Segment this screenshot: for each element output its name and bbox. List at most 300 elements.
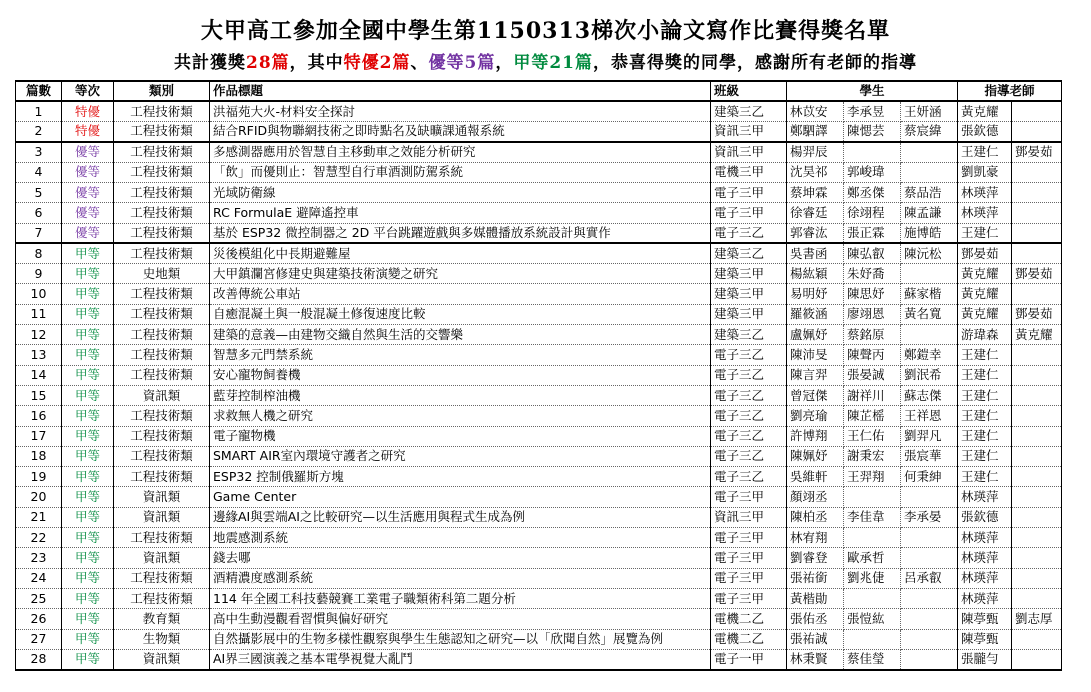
row-num: 25	[16, 588, 62, 608]
row-student	[844, 142, 901, 162]
row-title: 自然攝影展中的生物多樣性觀察與學生生態認知之研究—以「欣聞自然」展覽為例	[210, 629, 711, 649]
row-num: 22	[16, 528, 62, 548]
row-student: 鄭鎧幸	[901, 345, 958, 365]
row-category: 工程技術類	[114, 365, 210, 385]
row-class: 建築三乙	[711, 325, 787, 345]
row-student	[844, 629, 901, 649]
row-num: 3	[16, 142, 62, 162]
row-category: 史地類	[114, 264, 210, 284]
row-teacher: 鄧晏茹	[1012, 304, 1062, 324]
row-student: 林宥翔	[787, 528, 844, 548]
row-student: 蘇家楷	[901, 284, 958, 304]
table-row	[16, 284, 1062, 304]
row-teacher: 黃克耀	[958, 284, 1012, 304]
row-title: 改善傳統公車站	[210, 284, 711, 304]
row-teacher: 黃克耀	[958, 101, 1012, 121]
row-category: 工程技術類	[114, 568, 210, 588]
row-class: 電子三甲	[711, 203, 787, 223]
row-category: 工程技術類	[114, 325, 210, 345]
row-category: 資訊類	[114, 548, 210, 568]
row-teacher: 林瑛萍	[958, 588, 1012, 608]
row-title: 邊緣AI與雲端AI之比較研究—以生活應用與程式生成為例	[210, 507, 711, 527]
row-student: 張佑丞	[787, 609, 844, 629]
row-student	[844, 487, 901, 507]
row-student: 劉兆倢	[844, 568, 901, 588]
row-teacher	[1012, 426, 1062, 446]
summary-separator: ，	[495, 53, 514, 73]
row-level: 甲等	[62, 385, 114, 405]
row-teacher: 劉凱豪	[958, 162, 1012, 182]
row-title: 求救無人機之研究	[210, 406, 711, 426]
row-teacher: 陳葶甄	[958, 629, 1012, 649]
table-row	[16, 203, 1062, 223]
table-row	[16, 345, 1062, 365]
row-num: 8	[16, 243, 62, 263]
table-row	[16, 609, 1062, 629]
summary-line	[0, 48, 1091, 74]
row-level: 優等	[62, 142, 114, 162]
row-class: 電子三甲	[711, 487, 787, 507]
row-teacher: 王建仁	[958, 467, 1012, 487]
row-teacher	[1012, 507, 1062, 527]
row-level: 甲等	[62, 568, 114, 588]
row-num: 6	[16, 203, 62, 223]
row-student: 鄭駟譯	[787, 122, 844, 142]
row-num: 12	[16, 325, 62, 345]
row-teacher	[1012, 568, 1062, 588]
row-class: 電子三乙	[711, 365, 787, 385]
row-student	[901, 629, 958, 649]
row-class: 電子三乙	[711, 446, 787, 466]
row-class: 電子三乙	[711, 223, 787, 243]
header-level: 等次	[62, 81, 114, 101]
row-category: 資訊類	[114, 487, 210, 507]
row-teacher	[1012, 223, 1062, 243]
row-teacher: 王建仁	[958, 426, 1012, 446]
row-title: 多感測器應用於智慧自主移動車之效能分析研究	[210, 142, 711, 162]
row-level: 甲等	[62, 548, 114, 568]
row-teacher: 張欽德	[958, 122, 1012, 142]
row-class: 電子三乙	[711, 406, 787, 426]
row-category: 工程技術類	[114, 426, 210, 446]
row-title: 自癒混凝土與一般混凝土修復速度比較	[210, 304, 711, 324]
row-class: 電子三甲	[711, 588, 787, 608]
row-teacher	[1012, 548, 1062, 568]
row-class: 電子三甲	[711, 548, 787, 568]
row-teacher: 林瑛萍	[958, 487, 1012, 507]
row-teacher	[1012, 122, 1062, 142]
row-teacher: 王建仁	[958, 446, 1012, 466]
row-teacher	[1012, 284, 1062, 304]
row-class: 資訊三甲	[711, 142, 787, 162]
row-student: 蔡銘原	[844, 325, 901, 345]
table-row	[16, 243, 1062, 263]
row-student	[901, 528, 958, 548]
row-teacher: 林瑛萍	[958, 203, 1012, 223]
row-teacher: 林瑛萍	[958, 568, 1012, 588]
row-student: 劉泯希	[901, 365, 958, 385]
row-teacher	[1012, 365, 1062, 385]
row-student: 王祥恩	[901, 406, 958, 426]
row-student: 林秉賢	[787, 649, 844, 669]
row-teacher: 劉志厚	[1012, 609, 1062, 629]
row-student	[901, 588, 958, 608]
row-title: 智慧多元門禁系統	[210, 345, 711, 365]
table-row	[16, 528, 1062, 548]
table-row	[16, 365, 1062, 385]
row-student: 蔡宸緯	[901, 122, 958, 142]
row-student	[901, 649, 958, 669]
row-class: 電子三甲	[711, 182, 787, 202]
table-row	[16, 588, 1062, 608]
row-class: 電子三乙	[711, 385, 787, 405]
row-student: 蔡佳瑩	[844, 649, 901, 669]
row-category: 工程技術類	[114, 588, 210, 608]
awards-body	[16, 101, 1062, 669]
row-teacher: 鄧晏茹	[1012, 264, 1062, 284]
row-level: 甲等	[62, 507, 114, 527]
row-student: 徐睿廷	[787, 203, 844, 223]
row-title: Game Center	[210, 487, 711, 507]
row-student: 陳思妤	[844, 284, 901, 304]
row-class: 電子三乙	[711, 345, 787, 365]
row-category: 工程技術類	[114, 142, 210, 162]
row-level: 甲等	[62, 588, 114, 608]
row-teacher	[1012, 203, 1062, 223]
row-num: 28	[16, 649, 62, 669]
row-student: 陳沛旻	[787, 345, 844, 365]
row-student: 謝秉宏	[844, 446, 901, 466]
row-student: 楊羿辰	[787, 142, 844, 162]
row-teacher	[1012, 243, 1062, 263]
row-category: 資訊類	[114, 507, 210, 527]
row-title: 電子寵物機	[210, 426, 711, 446]
row-student: 劉亮瑜	[787, 406, 844, 426]
row-student: 盧姵妤	[787, 325, 844, 345]
row-student: 蘇志傑	[901, 385, 958, 405]
row-class: 建築三乙	[711, 243, 787, 263]
row-num: 20	[16, 487, 62, 507]
row-level: 甲等	[62, 649, 114, 669]
table-row	[16, 122, 1062, 142]
row-student: 朱妤喬	[844, 264, 901, 284]
row-student: 王仁佑	[844, 426, 901, 446]
row-level: 甲等	[62, 365, 114, 385]
row-student: 陳姵妤	[787, 446, 844, 466]
row-num: 21	[16, 507, 62, 527]
table-row	[16, 325, 1062, 345]
row-category: 工程技術類	[114, 182, 210, 202]
row-teacher: 王建仁	[958, 223, 1012, 243]
row-student: 施博皓	[901, 223, 958, 243]
row-teacher: 鄧晏茹	[958, 243, 1012, 263]
row-class: 電子一甲	[711, 649, 787, 669]
row-num: 15	[16, 385, 62, 405]
row-teacher	[1012, 162, 1062, 182]
row-student: 曾冠傑	[787, 385, 844, 405]
row-teacher: 游瑋森	[958, 325, 1012, 345]
table-row	[16, 629, 1062, 649]
row-title: 錢去哪	[210, 548, 711, 568]
row-class: 建築三甲	[711, 304, 787, 324]
row-student	[901, 325, 958, 345]
table-row	[16, 467, 1062, 487]
row-title: RC FormulaE 避障遙控車	[210, 203, 711, 223]
row-student: 陳愢芸	[844, 122, 901, 142]
row-student: 吳維軒	[787, 467, 844, 487]
row-student: 郭峻瑋	[844, 162, 901, 182]
row-num: 1	[16, 101, 62, 121]
table-row	[16, 162, 1062, 182]
row-class: 電子三甲	[711, 528, 787, 548]
row-teacher	[1012, 487, 1062, 507]
row-num: 18	[16, 446, 62, 466]
row-student: 張正霖	[844, 223, 901, 243]
summary-separator: 、	[410, 53, 429, 73]
header-row	[16, 81, 1062, 101]
row-num: 13	[16, 345, 62, 365]
row-title: 114 年全國工科技藝競賽工業電子職類術科第二題分析	[210, 588, 711, 608]
table-row	[16, 426, 1062, 446]
table-row	[16, 223, 1062, 243]
row-teacher: 王建仁	[958, 365, 1012, 385]
row-student: 陳聲丙	[844, 345, 901, 365]
row-teacher: 張朧勻	[958, 649, 1012, 669]
row-class: 資訊三甲	[711, 122, 787, 142]
summary-excellent: 優等5篇	[428, 53, 496, 73]
row-teacher	[1012, 528, 1062, 548]
page-title: 大甲高工參加全國中學生第1150313梯次小論文寫作比賽得獎名單	[200, 18, 891, 44]
row-class: 建築三甲	[711, 284, 787, 304]
row-teacher: 王建仁	[958, 345, 1012, 365]
row-level: 甲等	[62, 325, 114, 345]
summary-special: 特優2篇	[343, 53, 411, 73]
row-student: 陳芷榣	[844, 406, 901, 426]
row-student	[844, 528, 901, 548]
row-teacher	[1012, 345, 1062, 365]
table-row	[16, 406, 1062, 426]
table-row	[16, 446, 1062, 466]
row-num: 7	[16, 223, 62, 243]
row-teacher: 王建仁	[958, 385, 1012, 405]
row-category: 工程技術類	[114, 528, 210, 548]
row-student: 楊紘穎	[787, 264, 844, 284]
row-student: 張愷紘	[844, 609, 901, 629]
row-title: 光域防衛線	[210, 182, 711, 202]
row-student: 張晏誠	[844, 365, 901, 385]
row-student: 黃名寬	[901, 304, 958, 324]
header-teachers: 指導老師	[958, 81, 1062, 101]
row-student: 呂承叡	[901, 568, 958, 588]
row-teacher: 黃克耀	[958, 264, 1012, 284]
row-student: 黃楷勛	[787, 588, 844, 608]
row-num: 2	[16, 122, 62, 142]
row-student: 廖翊恩	[844, 304, 901, 324]
row-title: 酒精濃度感測系統	[210, 568, 711, 588]
row-category: 工程技術類	[114, 223, 210, 243]
row-level: 優等	[62, 162, 114, 182]
row-teacher: 林瑛萍	[958, 548, 1012, 568]
row-title: 大甲鎮瀾宮修建史與建築技術演變之研究	[210, 264, 711, 284]
row-student	[901, 264, 958, 284]
row-student	[844, 588, 901, 608]
row-title: 高中生動漫觀看習慣與偏好研究	[210, 609, 711, 629]
table-row	[16, 507, 1062, 527]
row-student: 何秉紳	[901, 467, 958, 487]
row-category: 工程技術類	[114, 284, 210, 304]
summary-first: 甲等21篇	[513, 53, 594, 73]
row-student: 李佳韋	[844, 507, 901, 527]
summary-text: ，其中	[289, 53, 344, 73]
row-student: 陳沅松	[901, 243, 958, 263]
row-num: 10	[16, 284, 62, 304]
row-num: 19	[16, 467, 62, 487]
row-teacher: 王建仁	[958, 406, 1012, 426]
row-num: 4	[16, 162, 62, 182]
row-teacher	[1012, 649, 1062, 669]
table-row	[16, 487, 1062, 507]
row-title: 「飲」而優則止：智慧型自行車酒測防駕系統	[210, 162, 711, 182]
table-row	[16, 649, 1062, 669]
header-category: 類別	[114, 81, 210, 101]
header-class: 班級	[711, 81, 787, 101]
row-class: 建築三乙	[711, 101, 787, 121]
row-level: 甲等	[62, 426, 114, 446]
row-level: 甲等	[62, 528, 114, 548]
table-row	[16, 264, 1062, 284]
row-level: 甲等	[62, 264, 114, 284]
row-student: 謝祥川	[844, 385, 901, 405]
row-level: 甲等	[62, 487, 114, 507]
row-category: 工程技術類	[114, 203, 210, 223]
row-student	[901, 548, 958, 568]
row-student: 蔡坤霖	[787, 182, 844, 202]
row-teacher	[1012, 385, 1062, 405]
row-level: 甲等	[62, 467, 114, 487]
row-title: 洪福苑大火-材料安全探討	[210, 101, 711, 121]
row-teacher: 黃克耀	[1012, 325, 1062, 345]
row-title: AI界三國演義之基本電學視覺大亂鬥	[210, 649, 711, 669]
row-student: 吳書函	[787, 243, 844, 263]
row-student: 郭睿汯	[787, 223, 844, 243]
row-num: 14	[16, 365, 62, 385]
row-class: 資訊三甲	[711, 507, 787, 527]
awards-table	[15, 80, 1062, 671]
row-student	[901, 162, 958, 182]
row-teacher	[1012, 406, 1062, 426]
row-student: 張祐銜	[787, 568, 844, 588]
row-student: 林苡安	[787, 101, 844, 121]
row-student: 羅筱涵	[787, 304, 844, 324]
row-student: 陳言羿	[787, 365, 844, 385]
row-title: 基於 ESP32 微控制器之 2D 平台跳躍遊戲與多媒體播放系統設計與實作	[210, 223, 711, 243]
row-student: 李承昱	[844, 101, 901, 121]
row-class: 電機二乙	[711, 629, 787, 649]
row-category: 工程技術類	[114, 162, 210, 182]
table-row	[16, 101, 1062, 121]
row-student: 劉睿登	[787, 548, 844, 568]
row-category: 工程技術類	[114, 122, 210, 142]
row-num: 11	[16, 304, 62, 324]
summary-text: 共計獲獎	[173, 53, 246, 73]
row-num: 9	[16, 264, 62, 284]
header-num: 篇數	[16, 81, 62, 101]
row-category: 工程技術類	[114, 446, 210, 466]
row-level: 甲等	[62, 243, 114, 263]
row-teacher	[1012, 588, 1062, 608]
row-student: 陳弘叡	[844, 243, 901, 263]
row-teacher: 林瑛萍	[958, 528, 1012, 548]
row-category: 教育類	[114, 609, 210, 629]
row-level: 優等	[62, 182, 114, 202]
row-level: 甲等	[62, 629, 114, 649]
row-class: 電子三乙	[711, 467, 787, 487]
table-row	[16, 548, 1062, 568]
row-student: 顏翊丞	[787, 487, 844, 507]
row-student: 蔡品浩	[901, 182, 958, 202]
table-row	[16, 568, 1062, 588]
row-teacher: 黃克耀	[958, 304, 1012, 324]
row-level: 特優	[62, 122, 114, 142]
row-level: 甲等	[62, 284, 114, 304]
row-title: 災後模組化中長期避難屋	[210, 243, 711, 263]
row-class: 電子三甲	[711, 568, 787, 588]
row-student	[901, 609, 958, 629]
row-student: 李承晏	[901, 507, 958, 527]
row-teacher: 鄧晏茹	[1012, 142, 1062, 162]
row-student: 張宸華	[901, 446, 958, 466]
row-student: 許博翔	[787, 426, 844, 446]
row-student: 陳柏丞	[787, 507, 844, 527]
row-category: 生物類	[114, 629, 210, 649]
row-title: 安心寵物飼養機	[210, 365, 711, 385]
summary-total: 28篇	[245, 53, 290, 73]
row-teacher: 張欽德	[958, 507, 1012, 527]
row-level: 甲等	[62, 345, 114, 365]
row-category: 資訊類	[114, 649, 210, 669]
table-row	[16, 385, 1062, 405]
row-level: 優等	[62, 203, 114, 223]
row-title: 地震感測系統	[210, 528, 711, 548]
row-class: 電機三甲	[711, 162, 787, 182]
row-num: 23	[16, 548, 62, 568]
row-student: 陳孟謙	[901, 203, 958, 223]
row-class: 電機二乙	[711, 609, 787, 629]
row-category: 工程技術類	[114, 467, 210, 487]
row-teacher: 林瑛萍	[958, 182, 1012, 202]
table-row	[16, 142, 1062, 162]
row-student: 沈昊祁	[787, 162, 844, 182]
row-student: 劉羿凡	[901, 426, 958, 446]
row-student: 易明妤	[787, 284, 844, 304]
row-level: 甲等	[62, 609, 114, 629]
row-num: 16	[16, 406, 62, 426]
row-num: 27	[16, 629, 62, 649]
row-class: 建築三甲	[711, 264, 787, 284]
row-student: 王妍涵	[901, 101, 958, 121]
row-student: 歐承哲	[844, 548, 901, 568]
row-title: 藍芽控制榨油機	[210, 385, 711, 405]
row-level: 甲等	[62, 406, 114, 426]
row-teacher: 陳葶甄	[958, 609, 1012, 629]
row-category: 工程技術類	[114, 406, 210, 426]
row-teacher	[1012, 629, 1062, 649]
row-student: 徐翊程	[844, 203, 901, 223]
row-teacher	[1012, 446, 1062, 466]
table-row	[16, 304, 1062, 324]
row-level: 特優	[62, 101, 114, 121]
row-student	[901, 142, 958, 162]
